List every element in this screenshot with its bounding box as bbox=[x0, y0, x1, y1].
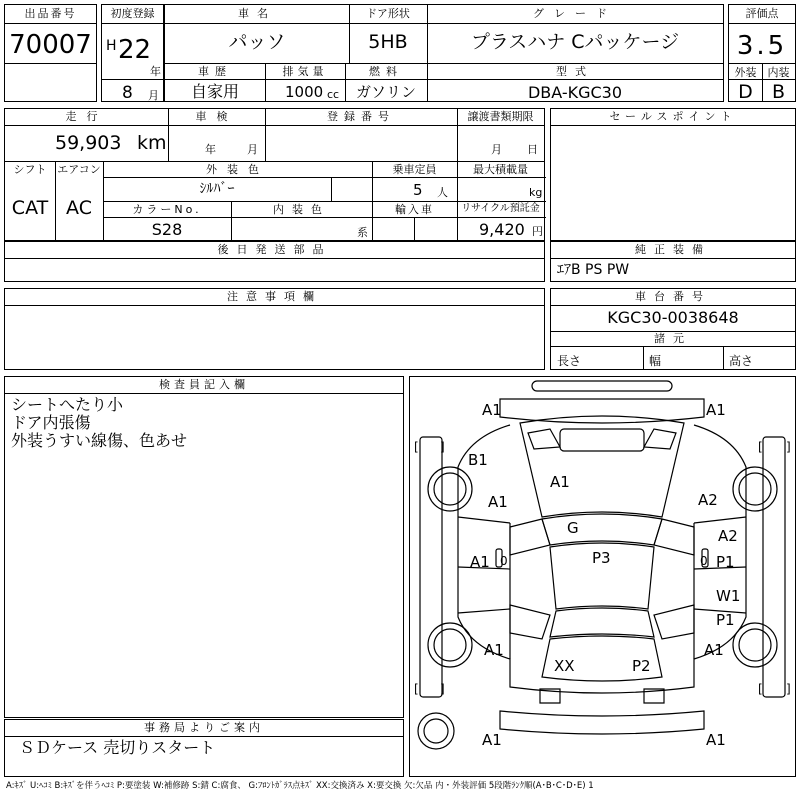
score-label: 評価点 bbox=[745, 7, 779, 20]
mark-rear-left: XX bbox=[554, 657, 575, 675]
reg-number-label: 登録番号 bbox=[327, 110, 395, 123]
mileage-label: 走行 bbox=[65, 110, 108, 123]
int-color-label: 内装色 bbox=[273, 203, 330, 216]
month-unit: 月 bbox=[148, 89, 159, 102]
inspection-month-unit: 月 bbox=[247, 143, 258, 156]
mark-hood: A1 bbox=[550, 473, 570, 491]
shift-label: シフト bbox=[13, 163, 47, 176]
history: 自家用 bbox=[190, 82, 239, 101]
model-label: 型式 bbox=[556, 65, 594, 78]
displacement: 1000 bbox=[285, 83, 324, 101]
mark-rear-quarter-left: A1 bbox=[484, 641, 504, 659]
ext-color: ｼﾙﾊﾞｰ bbox=[199, 181, 235, 197]
inspector-line-1: シートへたり小 bbox=[11, 395, 124, 414]
bracket-right-rear-close: ] bbox=[786, 682, 791, 696]
inspector-notes-box bbox=[4, 376, 404, 718]
year-unit: 年 bbox=[150, 65, 161, 78]
recycle-label: リサイクル預託金 bbox=[461, 203, 540, 214]
capacity-label: 乗車定員 bbox=[392, 163, 437, 176]
grade-label: グレード bbox=[533, 7, 617, 20]
max-load-label: 最大積載量 bbox=[473, 163, 528, 176]
office-box bbox=[4, 719, 404, 777]
displacement-label: 排気量 bbox=[282, 65, 328, 78]
int-color-unit: 系 bbox=[357, 226, 368, 239]
mark-front-wheel-left: A1 bbox=[488, 493, 508, 511]
capacity-unit: 人 bbox=[437, 186, 448, 199]
mark-fender-right: A2 bbox=[698, 491, 718, 509]
recycle-unit: 円 bbox=[532, 225, 543, 238]
mark-front-left: A1 bbox=[482, 401, 502, 419]
mark-front-right: A1 bbox=[706, 401, 726, 419]
later-parts-label: 後日発送部品 bbox=[217, 243, 332, 256]
mark-rear-bumper-left: A1 bbox=[482, 731, 502, 749]
bracket-left-close: ] bbox=[440, 440, 445, 454]
damage-diagram-box bbox=[409, 376, 796, 777]
sales-point-label: セールスポイント bbox=[609, 110, 737, 123]
recycle-fee: 9,420 bbox=[479, 220, 525, 239]
bracket-right-rear-open: [ bbox=[758, 682, 763, 696]
mark-front-door-right: P1 bbox=[716, 553, 735, 571]
mark-front-door-left: A1 bbox=[470, 553, 490, 571]
exterior-label: 外装 bbox=[734, 66, 757, 79]
legend: A:ｷｽﾞ U:ﾍｺﾐ B:ｷｽﾞを伴うﾍｺﾐ P:要塗装 W:補修跡 S:錆 C:腐食、 G:ﾌﾛﾝﾄｶﾞﾗｽ点ｷｽﾞ XX:交換済み X:要交換 欠:欠品 内・外装評価 5段階ﾗﾝｸ順(A･B･C･D･E) 1 bbox=[6, 781, 594, 791]
score-box bbox=[728, 4, 796, 102]
chassis-number: KGC30-0038648 bbox=[607, 308, 739, 327]
mark-windshield: G bbox=[567, 519, 579, 537]
door-type: 5HB bbox=[368, 31, 408, 53]
aircon: AC bbox=[66, 197, 92, 219]
displacement-unit: cc bbox=[327, 88, 340, 101]
car-name-label: 車名 bbox=[238, 7, 276, 20]
mark-rear-right: P2 bbox=[632, 657, 651, 675]
door-label: ドア形状 bbox=[366, 7, 410, 20]
exterior-grade: D bbox=[738, 81, 753, 103]
genuine-equipment: ｴｱB PS PW bbox=[557, 262, 630, 278]
specs-box bbox=[4, 108, 545, 241]
mileage-unit: km bbox=[137, 132, 167, 154]
height-label: 高さ bbox=[729, 354, 754, 368]
bracket-right-open: [ bbox=[758, 440, 763, 454]
inspector-line-3: 外装うすい線傷、色あせ bbox=[11, 431, 188, 450]
model: DBA-KGC30 bbox=[527, 83, 623, 102]
import-label: 輸入車 bbox=[395, 203, 434, 216]
aircon-label: エアコン bbox=[57, 163, 101, 176]
fuel: ガソリン bbox=[355, 83, 416, 101]
bracket-left-rear-open: [ bbox=[414, 682, 419, 696]
zero-mark-right: 0 bbox=[700, 554, 708, 568]
sales-point-box bbox=[550, 108, 796, 241]
max-load-unit: kg bbox=[529, 186, 543, 199]
lot-number-box bbox=[4, 4, 97, 102]
inspection-year-unit: 年 bbox=[205, 143, 216, 156]
transfer-day-unit: 日 bbox=[527, 143, 538, 156]
first-reg-year: 22 bbox=[118, 35, 152, 65]
score: 3.5 bbox=[736, 31, 788, 61]
capacity: 5 bbox=[413, 181, 423, 199]
inspector-label: 検査員記入欄 bbox=[159, 378, 249, 391]
mark-rear-door-right-p: P1 bbox=[716, 611, 735, 629]
ext-color-label: 外装色 bbox=[206, 163, 269, 176]
lot-number: 70007 bbox=[9, 30, 92, 60]
vehicle-info-box bbox=[164, 4, 724, 102]
mark-fender-left: B1 bbox=[468, 451, 488, 469]
mark-roof: P3 bbox=[592, 549, 611, 567]
lot-number-label: 出品番号 bbox=[24, 7, 77, 20]
mileage: 59,903 bbox=[55, 132, 122, 154]
interior-label: 内装 bbox=[767, 66, 790, 79]
notes-label: 注意事項欄 bbox=[227, 290, 322, 303]
bracket-left-open: [ bbox=[414, 440, 419, 454]
car-diagram bbox=[410, 377, 795, 776]
color-no: S28 bbox=[151, 220, 183, 239]
first-registration-box bbox=[101, 4, 164, 102]
color-no-label: カラーNo. bbox=[132, 203, 202, 216]
grade: プラスハナ Cパッケージ bbox=[470, 31, 680, 53]
bracket-left-rear-close: ] bbox=[440, 682, 445, 696]
first-registration-label: 初度登録 bbox=[110, 7, 155, 20]
era: H bbox=[106, 38, 117, 54]
interior-grade: B bbox=[771, 81, 786, 103]
dims-label: 諸元 bbox=[654, 332, 692, 345]
car-name: パッソ bbox=[228, 31, 286, 53]
genuine-label: 純正装備 bbox=[635, 243, 711, 256]
fuel-label: 燃料 bbox=[369, 65, 403, 78]
shift: CAT bbox=[11, 197, 49, 219]
mark-rear-door-right-w: W1 bbox=[716, 587, 741, 605]
later-parts-box bbox=[4, 241, 545, 282]
inspector-line-2: ドア内張傷 bbox=[11, 413, 91, 432]
office-message: ＳＤケース 売切りスタート bbox=[19, 738, 216, 757]
history-label: 車歴 bbox=[198, 65, 232, 78]
genuine-equipment-box bbox=[550, 241, 796, 282]
first-reg-month: 8 bbox=[122, 83, 133, 103]
mark-rear-quarter-right: A1 bbox=[704, 641, 724, 659]
office-label: 事務局よりご案内 bbox=[144, 721, 264, 734]
inspection-label: 車検 bbox=[195, 110, 238, 123]
width-label: 幅 bbox=[649, 354, 662, 368]
length-label: 長さ bbox=[557, 354, 582, 368]
mark-rear-door-right-top: A2 bbox=[718, 527, 738, 545]
transfer-deadline-label: 譲渡書類期限 bbox=[467, 110, 534, 123]
bracket-right-close: ] bbox=[786, 440, 791, 454]
zero-mark-left: 0 bbox=[500, 554, 508, 568]
notes-box bbox=[4, 288, 545, 370]
transfer-month-unit: 月 bbox=[491, 143, 502, 156]
mark-rear-bumper-right: A1 bbox=[706, 731, 726, 749]
chassis-label: 車台番号 bbox=[635, 290, 711, 303]
chassis-box bbox=[550, 288, 796, 370]
